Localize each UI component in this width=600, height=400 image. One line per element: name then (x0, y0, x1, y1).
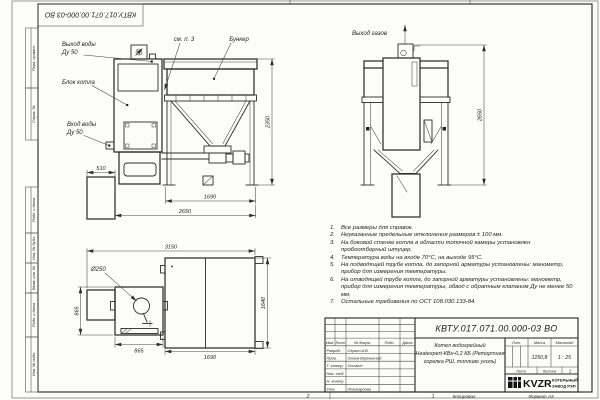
sig-label-tkontr: Т. контр. (326, 363, 344, 369)
dim-1640: 1640 (261, 296, 267, 310)
scale-label: Масштаб (555, 341, 574, 345)
sig-name-prov: Онегов-Вережинский (347, 356, 382, 361)
sig-label-utv: Утв. (326, 386, 336, 392)
graph-sprav-no: Справ. № (31, 105, 36, 123)
label-water-in: Вход воды (67, 122, 97, 128)
dim-865-bottom: 865 (134, 348, 144, 355)
sig-label-razrab: Разраб. (326, 347, 341, 353)
title-block (325, 318, 578, 392)
label-bunker: Бункер (229, 37, 249, 43)
sig-label-nachotd: Нач. отд. (326, 370, 345, 376)
col-list: Лист (335, 340, 346, 345)
graph-vzam-inv: Взам. инв. № (31, 265, 36, 291)
dim-1690-plan: 1690 (203, 355, 217, 361)
sig-label-prov: Пров. (326, 355, 338, 361)
dim-1690-front: 1690 (203, 194, 217, 201)
col-data: Дата (402, 340, 413, 345)
plan-view (75, 245, 271, 362)
scale-value: 1 : 25 (558, 355, 571, 361)
left-margin-graphs (26, 28, 39, 392)
note-item-1: 1. Все размеры для справок. (330, 225, 414, 231)
dim-2650-front: 2650 (178, 209, 192, 215)
zone-1-label: 1 (431, 394, 435, 400)
company-line-2: ЗАВОД РЭП (552, 383, 576, 389)
dim-2350: 2350 (265, 115, 272, 129)
mass-value: 1250,8 (531, 355, 548, 361)
graph-podp-data-1: Подп. и дата (31, 197, 36, 223)
designation-box-rotated (38, 4, 143, 26)
mass-label: Масса (533, 341, 546, 345)
note-item-2: 2. Неуказанные предельные отклонения размеров ± 100 мм. (330, 232, 503, 239)
format-label: Формат А3 (528, 394, 554, 399)
technical-notes (326, 225, 576, 306)
note-item-4: 4. Температура воды на входе 70°С, на выходе 95°С. (330, 254, 483, 261)
lit-label: Лит. (512, 341, 521, 345)
label-water-in-dn: Ду 50 (67, 130, 83, 136)
kvzr-logo-icon (508, 377, 521, 388)
note-item-5: 5. На подводящей трубе котла, до запорной арматуры установлены: манометр, прибор для измерения температуры. (330, 262, 564, 276)
label-water-out: Выход воды (62, 42, 96, 48)
note-item-7: 7. Остальные требования по ОСТ 108.030.133-84. (330, 299, 476, 306)
product-name-3: горелка РШ, топливо уголь) (423, 359, 497, 365)
side-view (352, 25, 487, 217)
label-water-out-dn: Ду 50 (62, 50, 78, 56)
dim-3150: 3150 (164, 244, 178, 251)
sheets-value: 1 (568, 368, 572, 374)
sig-label-nkontr: Н. контр. (326, 378, 345, 384)
graph-perv-primen: Перв. примен. (31, 45, 36, 71)
sig-name-razrab: Сергин А.В. (347, 348, 369, 353)
logo-text: KVZR (523, 378, 552, 390)
designation-rotated-text: КВТУ.017.071.00.000-03 ВО (44, 10, 137, 20)
dim-510: 510 (96, 166, 106, 172)
bottom-margin (306, 394, 554, 400)
sig-name-tkontr: Осичкин (347, 364, 363, 369)
col-doc: № докум. (354, 340, 371, 345)
dim-2650-side: 2650 (477, 108, 484, 122)
product-name-2: Heatexpert-КВн-0,2 КБ (Ретортная (415, 351, 505, 357)
graph-inv-podl: Инв. № подл. (31, 351, 36, 377)
product-name-1: Котел водогрейный (434, 343, 486, 349)
col-podp: Подп. (384, 340, 395, 345)
graph-inv-dubl: Инв. № дубл. (31, 236, 36, 260)
note-item-6: 6. На отводящей трубе котла, до запорной арматуры установлены: манометр, прибор для измерения температуры, обвод с обратным клапаном Ду не менее 50 мм. (330, 276, 573, 298)
col-izm: Изм. (325, 340, 335, 345)
label-gas-out: Выход газов (352, 31, 387, 37)
zone-2-label: 2 (306, 394, 310, 400)
copied-label: Копировал (452, 394, 476, 399)
label-dia-250: Ø250 (91, 267, 106, 273)
sheet-label: Лист (516, 369, 526, 374)
title-designation: КВТУ.017.071.00.000-03 ВО (435, 323, 558, 334)
dim-865-left: 865 (74, 306, 81, 316)
note-item-3: 3. На боковой стенке котла в области топочной камеры установлен пробоотборный штуцер. (330, 239, 531, 254)
label-see-note-3: см. п. 3 (173, 37, 195, 43)
company-line-1: КОТЕЛЬНЫЙ (552, 377, 579, 383)
front-view (61, 37, 275, 219)
graph-podp-data-2: Подп. и дата (31, 302, 36, 328)
sig-name-utv: Поликарпова (347, 387, 371, 392)
sheet-frame (12, 0, 598, 399)
label-boiler-block: Блок котла (62, 80, 95, 86)
sheets-label: Листов (542, 369, 557, 374)
